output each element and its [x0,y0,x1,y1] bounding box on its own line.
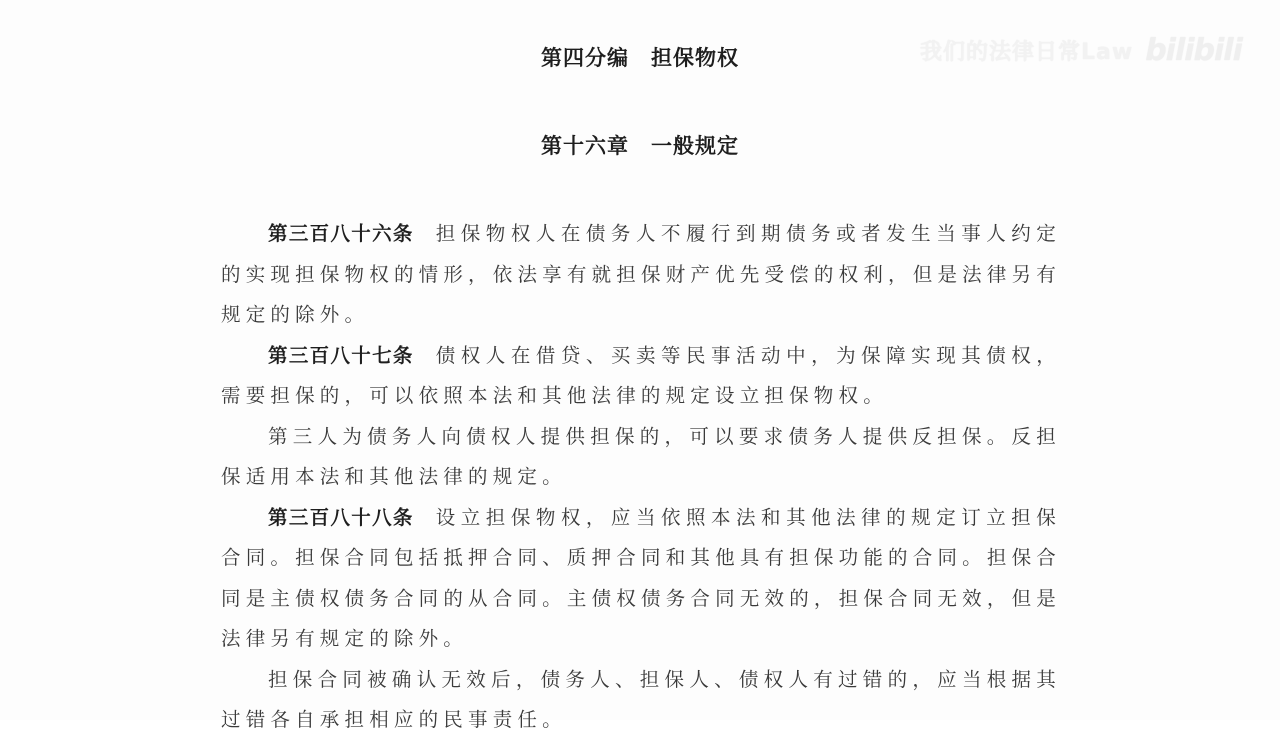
article-number: 第三百八十六条 [268,222,414,245]
article-386 [221,214,1061,336]
chapter-heading [0,130,1280,160]
article-text: 担保物权人在债务人不履行到期债务或者发生当事人约定的实现担保物权的情形，依法享有就担保财产优先受偿的权利，但是法律另有规定的除外。 [221,222,1061,326]
part-title: 担保物权 [651,46,739,70]
article-388-paragraph-2 [221,660,1061,741]
article-text: 设立担保物权，应当依照本法和其他法律的规定订立担保合同。担保合同包括抵押合同、质押合同和其他具有担保功能的合同。担保合同是主债权债务合同的从合同。主债权债务合同无效的，担保合同无效，但是法律另有规定的除外。 [221,505,1061,650]
article-text: 第三人为债务人向债权人提供担保的，可以要求债务人提供反担保。反担保适用本法和其他法律的规定。 [221,424,1061,488]
chapter-number: 第十六章 [541,134,629,158]
bilibili-logo-icon: bilibili [1145,32,1242,68]
part-heading [0,42,1280,72]
watermark-channel-name: 我们的法律日常Law [920,39,1134,65]
chapter-title: 一般规定 [651,134,739,158]
article-text: 债权人在借贷、买卖等民事活动中，为保障实现其债权，需要担保的，可以依照本法和其他法律的规定设立担保物权。 [221,343,1061,407]
article-number: 第三百八十八条 [268,505,414,529]
article-388 [221,498,1061,660]
document-body [221,214,1061,741]
article-387-paragraph-2 [221,417,1061,498]
article-387 [221,336,1061,417]
part-number: 第四分编 [541,46,629,70]
article-text: 担保合同被确认无效后，债务人、担保人、债权人有过错的，应当根据其过错各自承担相应的民事责任。 [221,667,1061,731]
article-number: 第三百八十七条 [268,343,414,367]
